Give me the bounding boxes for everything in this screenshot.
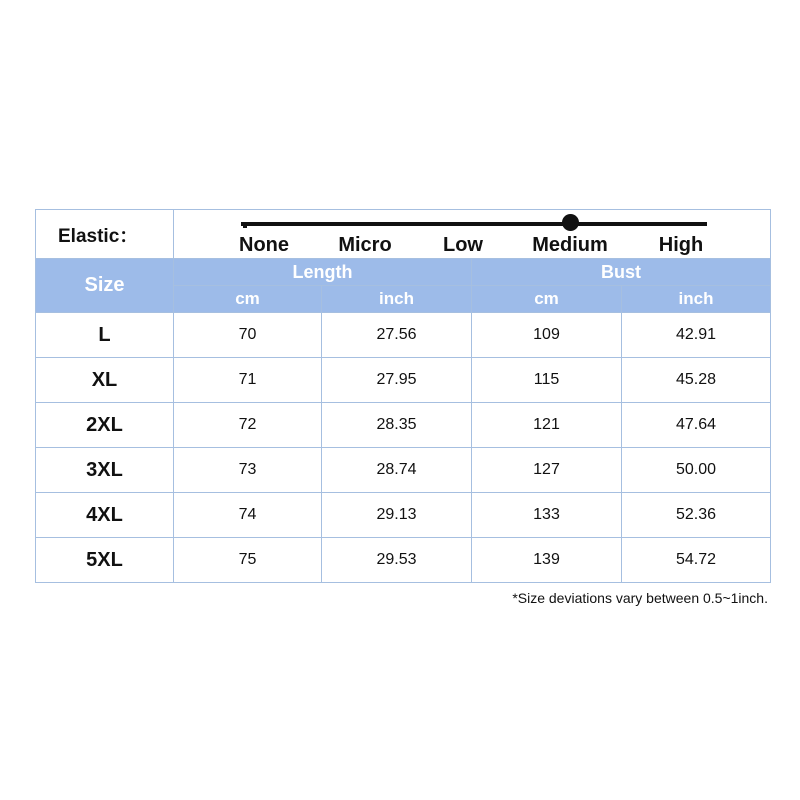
table-row	[36, 493, 771, 538]
length-cm-cell: 74	[174, 493, 322, 538]
length-inch-cell: 28.35	[322, 403, 472, 448]
elastic-scale-tick	[243, 225, 247, 228]
header-length: Length	[174, 259, 472, 286]
length-inch-cell: 29.53	[322, 538, 472, 583]
length-inch-cell: 27.56	[322, 313, 472, 358]
header-bust-inch: inch	[622, 286, 771, 313]
header-group-row	[36, 259, 771, 286]
size-cell: 4XL	[36, 493, 174, 538]
table-row	[36, 448, 771, 493]
bust-inch-cell: 45.28	[622, 358, 771, 403]
length-cm-cell: 72	[174, 403, 322, 448]
table-row	[36, 403, 771, 448]
bust-inch-cell: 50.00	[622, 448, 771, 493]
length-cm-cell: 73	[174, 448, 322, 493]
header-length-cm: cm	[174, 286, 322, 313]
length-cm-cell: 70	[174, 313, 322, 358]
elastic-scale-line	[241, 222, 707, 226]
size-cell: 2XL	[36, 403, 174, 448]
header-bust-cm: cm	[472, 286, 622, 313]
length-cm-cell: 71	[174, 358, 322, 403]
size-chart-table	[35, 209, 771, 583]
bust-cm-cell: 121	[472, 403, 622, 448]
table-row	[36, 358, 771, 403]
bust-inch-cell: 47.64	[622, 403, 771, 448]
bust-inch-cell: 42.91	[622, 313, 771, 358]
elastic-label: Elastic：	[36, 210, 174, 259]
bust-inch-cell: 52.36	[622, 493, 771, 538]
elastic-selected-marker	[562, 214, 579, 231]
length-inch-cell: 28.74	[322, 448, 472, 493]
bust-inch-cell: 54.72	[622, 538, 771, 583]
elastic-level-micro: Micro	[338, 234, 392, 256]
bust-cm-cell: 139	[472, 538, 622, 583]
length-cm-cell: 75	[174, 538, 322, 583]
length-inch-cell: 27.95	[322, 358, 472, 403]
elastic-level-medium: Medium	[532, 234, 608, 256]
bust-cm-cell: 133	[472, 493, 622, 538]
header-bust: Bust	[472, 259, 771, 286]
size-cell: 5XL	[36, 538, 174, 583]
elastic-row	[36, 210, 771, 259]
size-cell: XL	[36, 358, 174, 403]
elastic-level-low: Low	[443, 234, 483, 256]
bust-cm-cell: 109	[472, 313, 622, 358]
elastic-level-high: High	[658, 234, 704, 256]
size-cell: 3XL	[36, 448, 174, 493]
bust-cm-cell: 127	[472, 448, 622, 493]
size-cell: L	[36, 313, 174, 358]
bust-cm-cell: 115	[472, 358, 622, 403]
length-inch-cell: 29.13	[322, 493, 472, 538]
size-deviation-note: *Size deviations vary between 0.5~1inch.	[512, 590, 768, 606]
header-length-inch: inch	[322, 286, 472, 313]
table-row	[36, 313, 771, 358]
header-size: Size	[36, 259, 174, 313]
elastic-level-none: None	[239, 234, 289, 256]
table-row	[36, 538, 771, 583]
elastic-scale	[174, 210, 771, 259]
